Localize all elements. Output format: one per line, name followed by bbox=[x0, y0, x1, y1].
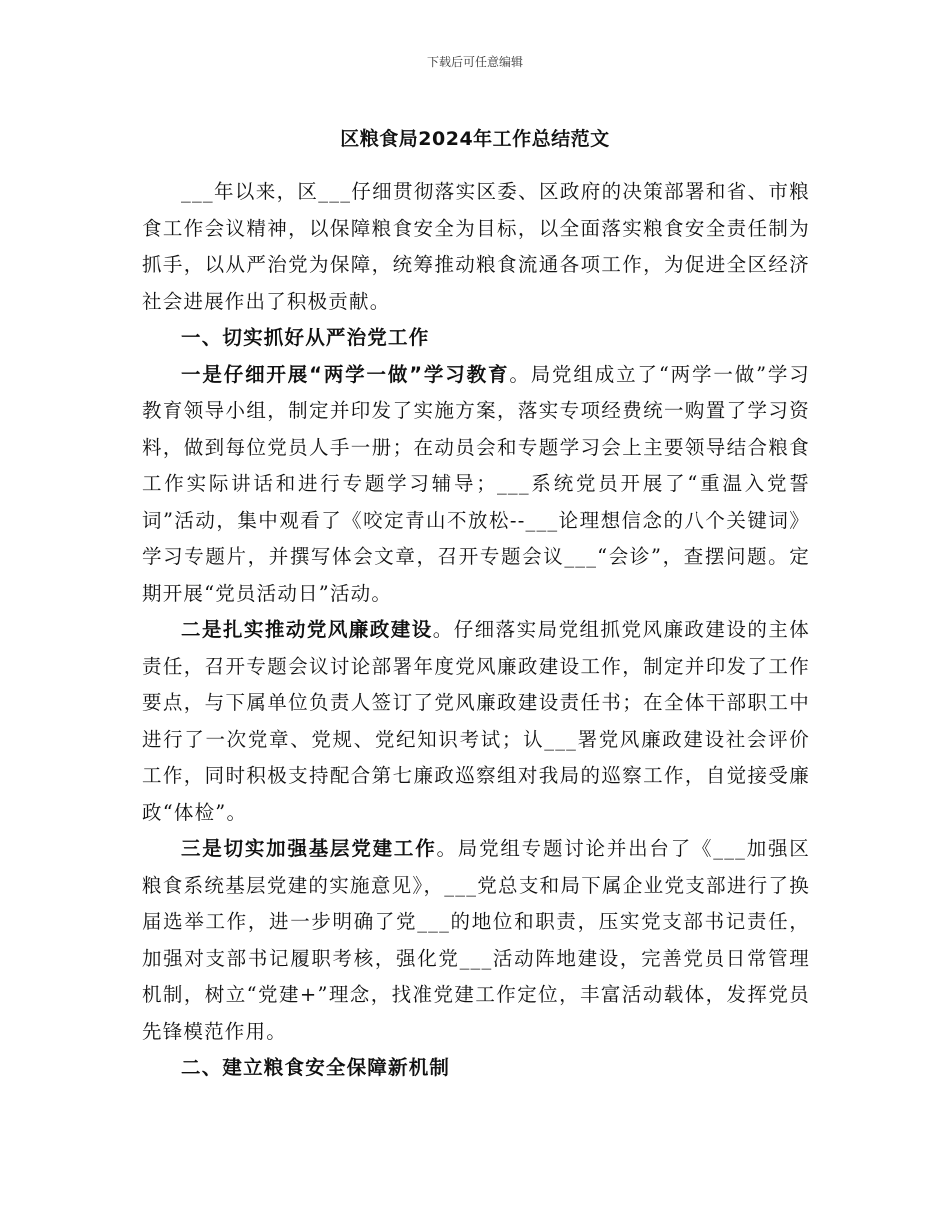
paragraph-1-lead: 一是仔细开展“两学一做”学习教育 bbox=[181, 362, 510, 386]
paragraph-2-lead: 二是扎实推动党风廉政建设 bbox=[181, 618, 433, 641]
paragraph-3-lead: 三是切实加强基层党建工作 bbox=[181, 837, 437, 860]
paragraph-2-body: 。仔细落实局党组抓党风廉政建设的主体责任，召开专题会议讨论部署年度党风廉政建设工作，制定并印发了工作要点，与下属单位负责人签订了党风廉政建设责任书；在全体干部职工中进行了一次党章、党规、党纪知识考试；认___署党风廉政建设社会评价工作，同时积极支持配合第七廉政巡察组对我局的巡察工作，自觉接受廉政“体检”。 bbox=[142, 618, 810, 824]
intro-paragraph: ___年以来，区___仔细贯彻落实区委、区政府的决策部署和省、市粮食工作会议精神，以保障粮食安全为目标，以全面落实粮食安全责任制为抓手，以从严治党为保障，统筹推动粮食流通各项工作，为促进全区经济社会进展作出了积极贡献。 bbox=[142, 180, 810, 313]
document-title: 区粮食局2024年工作总结范文 bbox=[340, 128, 610, 150]
section-heading-1: 一、切实抓好从严治党工作 bbox=[181, 326, 430, 349]
paragraph-1 bbox=[142, 357, 810, 613]
section-heading-2: 二、建立粮食安全保障新机制 bbox=[181, 1056, 451, 1079]
header-note: 下载后可任意编辑 bbox=[426, 55, 523, 69]
paragraph-3-body: 。局党组专题讨论并出台了《___加强区粮食系统基层党建的实施意见》，___党总支和局下属企业党支部进行了换届选举工作，进一步明确了党___的地位和职责，压实党支部书记责任，加强对支部书记履职考核，强化党___活动阵地建设，完善党员日常管理机制，树立“党建+”理念，找准党建工作定位，丰富活动载体，发挥党员先锋模范作用。 bbox=[142, 837, 810, 1043]
paragraph-3 bbox=[142, 831, 810, 1050]
paragraph-1-body: 。局党组成立了“两学一做”学习教育领导小组，制定并印发了实施方案，落实专项经费统一购置了学习资料，做到每位党员人手一册；在动员会和专题学习会上主要领导结合粮食工作实际讲话和进行专题学习辅导；___系统党员开展了“重温入党誓词”活动，集中观看了《咬定青山不放松--___论理想信念的八个关键词》学习专题片，并撰写体会文章，召开专题会议___“会诊”，查摆问题。定期开展“党员活动日”活动。 bbox=[142, 362, 810, 605]
paragraph-2 bbox=[142, 612, 810, 831]
document-body bbox=[142, 174, 810, 1087]
